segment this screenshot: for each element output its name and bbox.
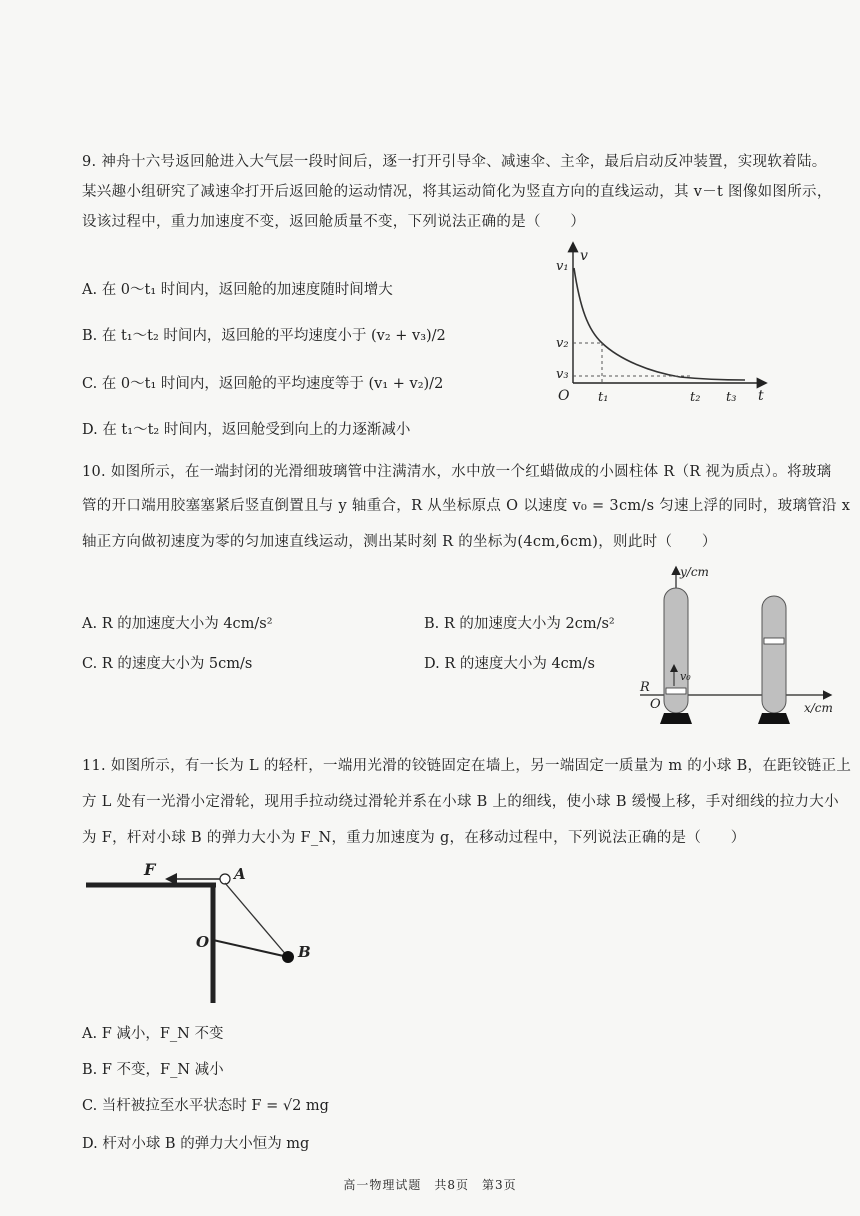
q9-stem-line1: 9. 神舟十六号返回舱进入大气层一段时间后，逐一打开引导伞、减速伞、主伞，最后启动反冲装置，实现软着陆。 [82, 154, 827, 170]
q10-option-d: D. R 的速度大小为 4cm/s [424, 656, 595, 672]
rubber-stopper-right [758, 713, 790, 724]
q10-option-b: B. R 的加速度大小为 2cm/s² [424, 616, 615, 632]
y-axis-label: y/cm [680, 565, 709, 579]
t1-label: t₁ [598, 390, 609, 405]
v2-label: v₂ [556, 336, 569, 351]
o-label: O [196, 933, 210, 951]
q10-stem-line1: 10. 如图所示，在一端封闭的光滑细玻璃管中注满清水，水中放一个红蜡做成的小圆柱体 R（R 视为质点）。将玻璃 [82, 464, 832, 480]
glass-tube-right [762, 596, 786, 713]
v1-label: v₁ [556, 259, 569, 274]
ball-b [282, 951, 294, 963]
q11-option-b: B. F 不变，F_N 减小 [82, 1062, 224, 1078]
v3-label: v₃ [556, 367, 569, 382]
x-axis-label: x/cm [804, 701, 833, 715]
q9-option-a: A. 在 0～t₁ 时间内，返回舱的加速度随时间增大 [82, 282, 393, 298]
origin-label: O [558, 388, 570, 404]
q10-stem-line3: 轴正方向做初速度为零的匀加速直线运动，测出某时刻 R 的坐标为(4cm,6cm)，则此时（ ） [82, 534, 717, 550]
t3-label: t₃ [726, 390, 737, 405]
red-wax-cylinder-left [666, 688, 686, 694]
q9-option-b: B. 在 t₁～t₂ 时间内，返回舱的平均速度小于 (v₂ + v₃)/2 [82, 328, 446, 344]
q11-stem-line3: 为 F，杆对小球 B 的弹力大小为 F_N，重力加速度为 g，在移动过程中，下列说法正确的是（ ） [82, 830, 746, 846]
q11-figure [82, 855, 332, 1010]
origin-label: O [650, 697, 661, 712]
q9-option-c: C. 在 0～t₁ 时间内，返回舱的平均速度等于 (v₁ + v₂)/2 [82, 376, 444, 392]
page-footer: 高一物理试题 共8页 第3页 [343, 1178, 517, 1192]
a-label: A [234, 865, 246, 883]
r-label: R [640, 680, 650, 695]
q10-figure [630, 560, 840, 730]
q11-option-a: A. F 减小，F_N 不变 [82, 1026, 224, 1042]
rubber-stopper-left [660, 713, 692, 724]
red-wax-cylinder-right [764, 638, 784, 644]
light-rod [213, 940, 288, 957]
f-label: F [144, 860, 156, 879]
q11-option-d: D. 杆对小球 B 的弹力大小恒为 mg [82, 1136, 310, 1152]
t-axis-label: t [758, 388, 764, 404]
t2-label: t₂ [690, 390, 701, 405]
q9-stem-line2: 某兴趣小组研究了减速伞打开后返回舱的运动情况，将其运动简化为竖直方向的直线运动，其 v－t 图像如图所示， [82, 184, 832, 200]
q9-vt-graph [540, 238, 780, 413]
v0-label: v₀ [680, 670, 691, 683]
q10-option-a: A. R 的加速度大小为 4cm/s² [82, 616, 273, 632]
q9-option-d: D. 在 t₁～t₂ 时间内，返回舱受到向上的力逐渐减小 [82, 422, 411, 438]
q9-stem-line3: 设该过程中，重力加速度不变，返回舱质量不变，下列说法正确的是（ ） [82, 214, 586, 230]
v-axis-label: v [580, 248, 588, 264]
vt-curve [574, 268, 745, 380]
q10-option-c: C. R 的速度大小为 5cm/s [82, 656, 253, 672]
q10-stem-line2: 管的开口端用胶塞塞紧后竖直倒置且与 y 轴重合，R 从坐标原点 O 以速度 v₀ = 3cm/s 匀速上浮的同时，玻璃管沿 x [82, 498, 851, 514]
pulley-a [220, 874, 230, 884]
b-label: B [298, 943, 311, 961]
rope [225, 883, 288, 957]
q11-option-c: C. 当杆被拉至水平状态时 F = √2 mg [82, 1098, 329, 1114]
q11-stem-line1: 11. 如图所示，有一长为 L 的轻杆，一端用光滑的铰链固定在墙上，另一端固定一质量为 m 的小球 B，在距铰链正上 [82, 758, 852, 774]
q11-stem-line2: 方 L 处有一光滑小定滑轮，现用手拉动绕过滑轮并系在小球 B 上的细线，使小球 B 缓慢上移，手对细线的拉力大小 [82, 794, 839, 810]
